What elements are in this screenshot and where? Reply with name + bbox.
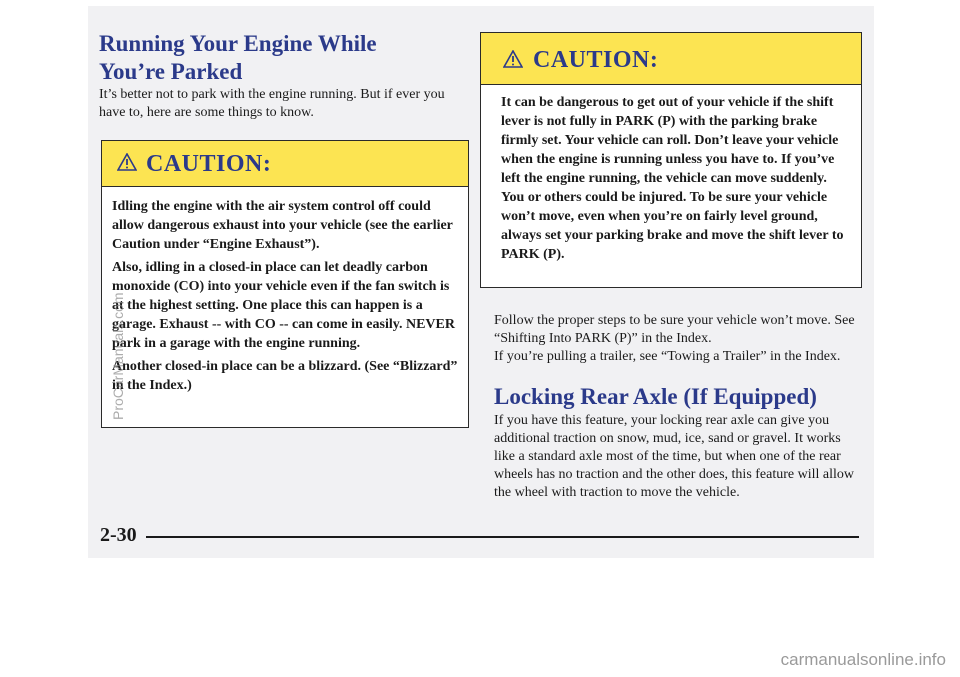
caution-paragraph: Also, idling in a closed-in place can let deadly carbon monoxide (CO) into your vehicle even if the fan switch is at the highest setting. One place this can happen is a garage. Exhaust -- with CO -- can come in easily. NEVER park in a garage with the engine running. — [112, 260, 455, 351]
page-number: 2-30 — [100, 524, 137, 546]
caution-header — [481, 33, 861, 85]
caution-body — [112, 197, 462, 399]
heading-line-1: Running Your Engine While — [99, 31, 377, 56]
section-heading-locking-rear-axle: Locking Rear Axle (If Equipped) — [494, 384, 817, 409]
caution-title: CAUTION: — [533, 47, 659, 73]
caution-title: CAUTION: — [146, 151, 272, 177]
section-heading-running-engine — [99, 30, 459, 86]
caution-paragraph: Another closed-in place can be a blizzard. (See “Blizzard” in the Index.) — [112, 359, 458, 393]
trailer-paragraph: If you’re pulling a trailer, see “Towing a Trailer” in the Index. — [494, 349, 841, 364]
warning-triangle-icon — [117, 153, 137, 171]
footer-rule — [146, 536, 859, 538]
caution-header — [102, 141, 468, 187]
caution-box-shift-lever — [480, 32, 862, 288]
side-watermark: ProCarManuals.com — [110, 292, 126, 420]
caution-paragraph: Idling the engine with the air system control off could allow dangerous exhaust into your vehicle (see the earlier Caution under “Engine Exhaust”). — [112, 199, 453, 252]
intro-paragraph: It’s better not to park with the engine running. But if ever you have to, here are some things to know. — [99, 87, 445, 120]
warning-triangle-icon — [503, 50, 523, 68]
caution-paragraph: It can be dangerous to get out of your vehicle if the shift lever is not fully in PARK (P) with the parking brake firmly set. Your vehicle can roll. Don’t leave your vehicle when the engine is running unless you have to. If you’ve left the engine running, the vehicle can move suddenly. You or others could be injured. To be sure your vehicle won’t move, even when you’re on fairly level ground, always set your parking brake and move the shift lever to PARK (P). — [501, 95, 844, 262]
locking-axle-paragraph: If you have this feature, your locking rear axle can give you additional traction on snow, mud, ice, sand or gravel. It works like a standard axle most of the time, but when one of the rear wheels has no traction and the other does, this feature will allow the wheel with traction to move the vehicle. — [494, 413, 855, 500]
heading-line-2: You’re Parked — [99, 59, 243, 84]
caution-body — [501, 93, 853, 268]
bottom-watermark: carmanualsonline.info — [780, 650, 946, 669]
caution-box-idling — [101, 140, 469, 428]
follow-steps-paragraph: Follow the proper steps to be sure your vehicle won’t move. See “Shifting Into PARK (P)” in the Index. — [494, 313, 855, 346]
